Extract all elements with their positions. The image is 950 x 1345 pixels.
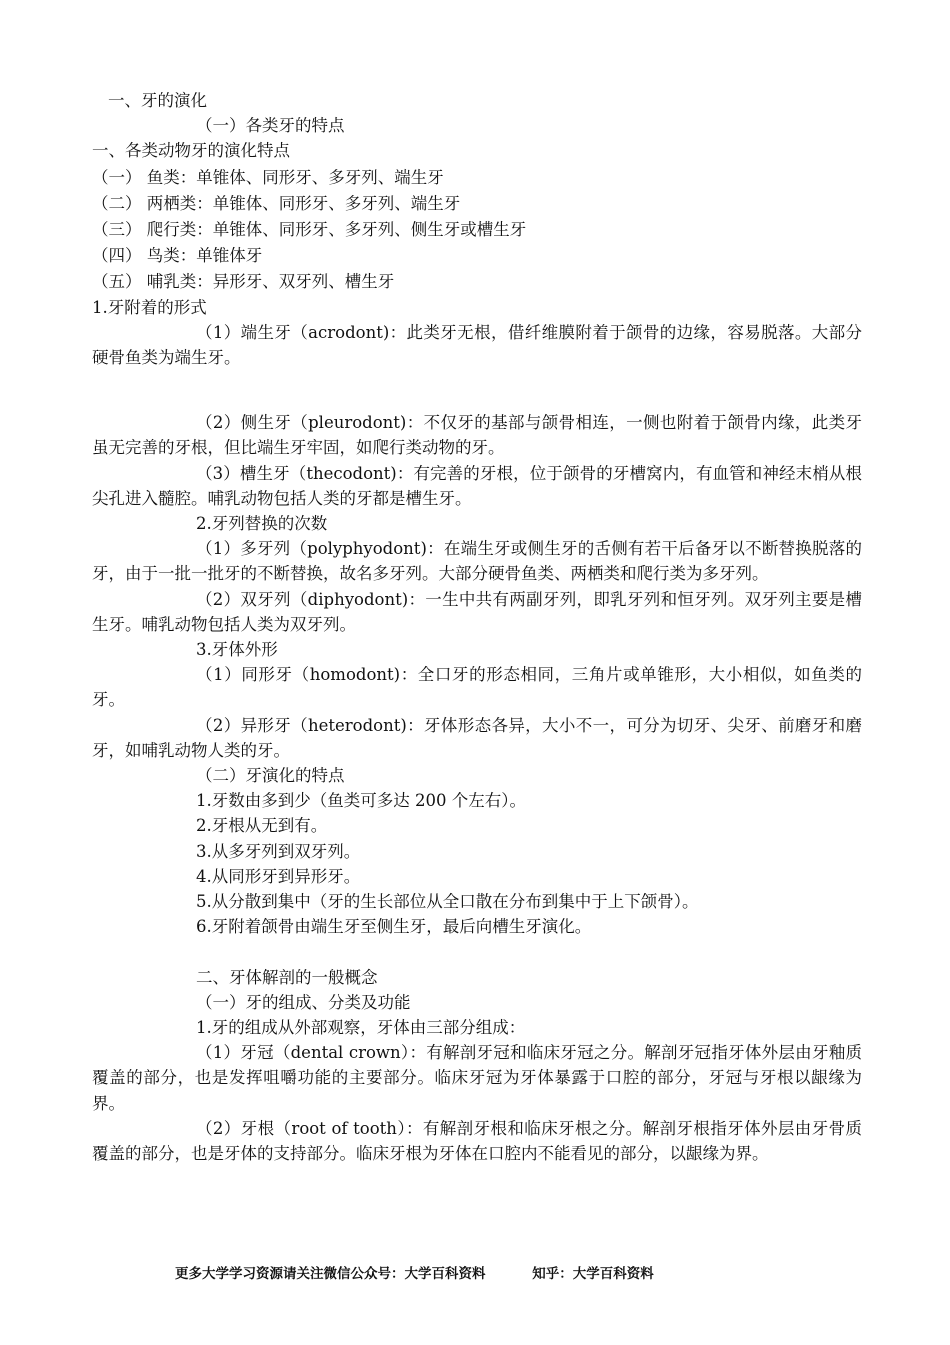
paragraph-diphyodont: （2）双牙列（diphyodont)：一生中共有两副牙列，即乳牙列和恒牙列。双牙列主要是槽生牙。哺乳动物包括人类为双牙列。 <box>92 589 862 634</box>
animal-item: （四） 鸟类：单锥体牙 <box>92 246 263 266</box>
page-footer <box>175 1262 654 1282</box>
paragraph-polyphyodont: （1）多牙列（polyphyodont)：在端生牙或侧生牙的舌侧有若干后备牙以不断替换脱落的牙，由于一批一批牙的不断替换，故名多牙列。大部分硬骨鱼类、两栖类和爬行类为多牙列。 <box>92 539 862 584</box>
shape-title: 3.牙体外形 <box>196 640 278 660</box>
composition-title: 1.牙的组成从外部观察，牙体由三部分组成： <box>196 1017 526 1037</box>
paragraph-root: （2）牙根（root of tooth）：有解剖牙根和临床牙根之分。解剖牙根指牙体外层由牙骨质覆盖的部分，也是牙体的支持部分。临床牙根为牙体在口腔内不能看见的部分，以龈缘为界。 <box>92 1118 862 1163</box>
paragraph-heterodont: （2）异形牙（heterodont)：牙体形态各异，大小不一，可分为切牙、尖牙、前磨牙和磨牙，如哺乳动物人类的牙。 <box>92 715 862 760</box>
evolution-item: 1.牙数由多到少（鱼类可多达 200 个左右）。 <box>196 791 526 811</box>
animal-item: （二） 两栖类：单锥体、同形牙、多牙列、端生牙 <box>92 193 461 213</box>
replace-title: 2.牙列替换的次数 <box>196 514 328 534</box>
evolution-item: 4.从同形牙到异形牙。 <box>196 866 361 886</box>
evolution-item: 5.从分散到集中（牙的生长部位从全口散在分布到集中于上下颌骨）。 <box>196 892 699 912</box>
animal-item: （一） 鱼类：单锥体、同形牙、多牙列、端生牙 <box>92 167 444 187</box>
animal-item: （三） 爬行类：单锥体、同形牙、多牙列、侧生牙或槽生牙 <box>92 220 527 240</box>
evolution-item: 6.牙附着颌骨由端生牙至侧生牙，最后向槽生牙演化。 <box>196 917 592 937</box>
section-heading-1: 一、牙的演化 <box>108 91 207 110</box>
subsection-heading: （一）各类牙的特点 <box>196 116 345 136</box>
subsection-heading-2: （一）牙的组成、分类及功能 <box>196 992 411 1012</box>
paragraph-acrodont: （1）端生牙（acrodont)：此类牙无根，借纤维膜附着于颌骨的边缘，容易脱落。大部分硬骨鱼类为端生牙。 <box>92 322 862 368</box>
evolution-item: 3.从多牙列到双牙列。 <box>196 841 361 861</box>
paragraph-pleurodont: （2）侧生牙（pleurodont)：不仅牙的基部与颌骨相连，一侧也附着于颌骨内缘，此类牙虽无完善的牙根，但比端生牙牢固，如爬行类动物的牙。 <box>92 413 862 458</box>
document-body <box>92 88 862 1166</box>
footer-zhihu: 知乎：大学百科资料 <box>532 1266 654 1282</box>
paragraph-thecodont: （3）槽生牙（thecodont)：有完善的牙根，位于颌骨的牙槽窝内，有血管和神经末梢从根尖孔进入髓腔。哺乳动物包括人类的牙都是槽生牙。 <box>92 463 862 508</box>
paragraph-homodont: （1）同形牙（homodont)：全口牙的形态相同，三角片或单锥形，大小相似，如鱼类的牙。 <box>92 665 862 710</box>
evolution-title: （二）牙演化的特点 <box>196 766 345 786</box>
paragraph-crown: （1）牙冠（dental crown）：有解剖牙冠和临床牙冠之分。解剖牙冠指牙体外层由牙釉质覆盖的部分，也是发挥咀嚼功能的主要部分。临床牙冠为牙体暴露于口腔的部分，牙冠与牙根以龈缘为界。 <box>92 1043 862 1113</box>
footer-wechat: 更多大学学习资源请关注微信公众号：大学百科资料 <box>175 1266 486 1282</box>
section-heading-2: 二、牙体解剖的一般概念 <box>196 967 378 987</box>
animal-item: （五） 哺乳类：异形牙、双牙列、槽生牙 <box>92 272 395 292</box>
attach-title: 1.牙附着的形式 <box>92 297 207 317</box>
heading-animal-teeth: 一、各类动物牙的演化特点 <box>92 141 290 161</box>
evolution-item: 2.牙根从无到有。 <box>196 816 328 836</box>
